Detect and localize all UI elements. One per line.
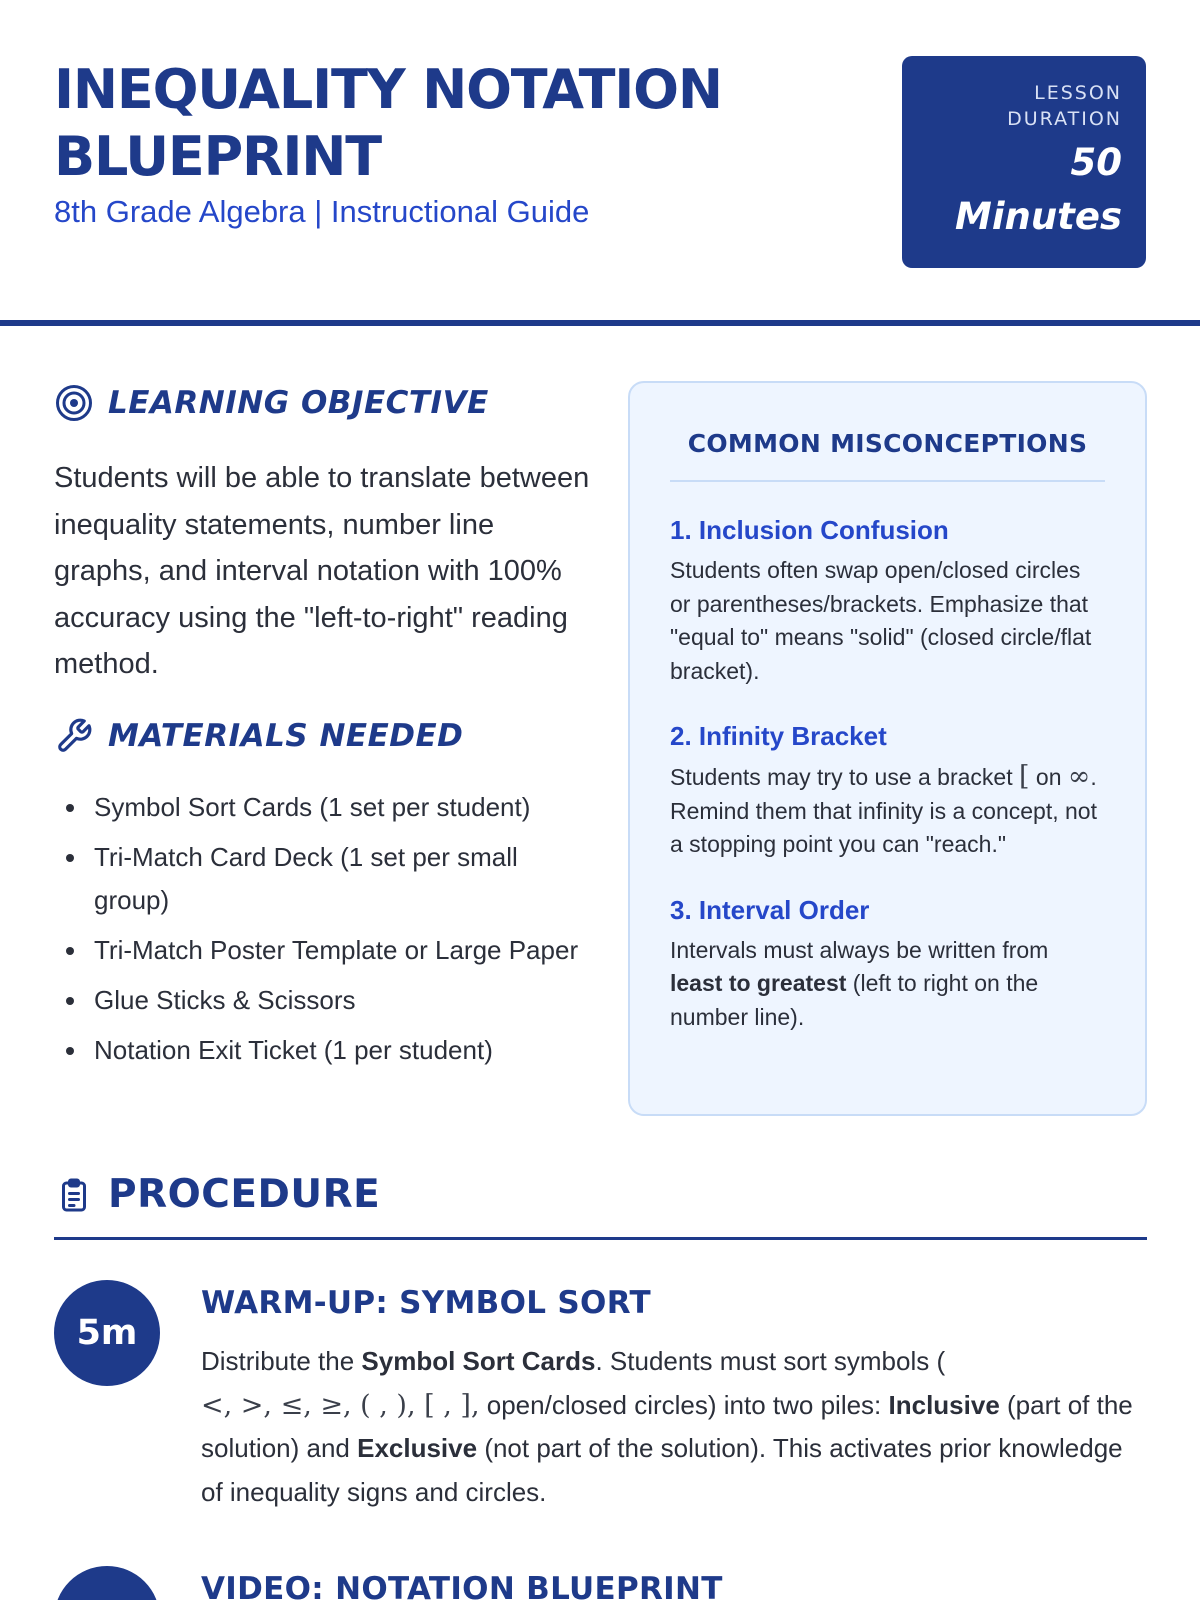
objective-heading-label: LEARNING OBJECTIVE: [108, 385, 489, 421]
bold-phrase: Symbol Sort Cards: [361, 1346, 596, 1376]
misconception-text: [670, 934, 1105, 1035]
misconceptions-heading: COMMON MISCONCEPTIONS: [687, 429, 1088, 458]
duration-value: [902, 136, 1122, 244]
materials-list: [54, 786, 594, 1079]
misconception-text: Students often swap open/closed circles or parentheses/brackets. Emphasize that "equal to" means "solid" (closed circle/flat bracket).: [670, 557, 1092, 684]
materials-heading: [54, 716, 463, 756]
duration-label-line-1: LESSON: [1034, 82, 1122, 104]
text-segment: (not part of the solution). This activates prior knowledge of inequality signs and circles.: [201, 1433, 1123, 1507]
misconceptions-divider: [670, 480, 1105, 482]
text-segment: (part of the solution) and: [201, 1389, 1133, 1463]
misconception-item: [670, 515, 1105, 688]
bold-phrase: Inclusive: [888, 1389, 1000, 1420]
procedure-heading: [54, 1172, 380, 1217]
procedure-heading-label: PROCEDURE: [108, 1172, 381, 1217]
misconception-title: 2. Infinity Bracket: [670, 721, 887, 751]
step-title: WARM-UP: SYMBOL SORT: [201, 1285, 651, 1321]
step-title: VIDEO: NOTATION BLUEPRINT: [201, 1571, 723, 1600]
list-item: Symbol Sort Cards (1 set per student): [54, 786, 594, 829]
bold-phrase: Exclusive: [357, 1433, 478, 1463]
page-header: [54, 56, 1146, 268]
misconception-item: [670, 895, 1105, 1035]
text-segment: Students may try to use a bracket: [670, 764, 1019, 790]
objective-heading: [54, 383, 489, 423]
list-item: Tri-Match Card Deck (1 set per small group): [54, 836, 594, 922]
procedure-divider: [54, 1237, 1147, 1240]
symbol-list: <, >, ≤, ≥, ( , ), [ , ],: [201, 1389, 480, 1421]
page-title: INEQUALITY NOTATION BLUEPRINT: [54, 58, 722, 188]
list-item: Tri-Match Poster Template or Large Paper: [54, 929, 594, 972]
text-segment: (left to right on the number line).: [670, 970, 1039, 1030]
misconception-title: 3. Interval Order: [670, 894, 870, 925]
infinity-symbol: ∞: [1067, 761, 1091, 792]
header-divider: [0, 320, 1200, 326]
target-icon: [54, 383, 94, 423]
step-description: [201, 1340, 1147, 1514]
misconception-title: 1. Inclusion Confusion: [670, 515, 949, 545]
misconceptions-panel: [628, 381, 1147, 1116]
bold-phrase: least to greatest: [670, 970, 847, 996]
list-item: Notation Exit Ticket (1 per student): [54, 1029, 594, 1072]
wrench-icon: [54, 716, 94, 756]
page-subtitle: 8th Grade Algebra | Instructional Guide: [54, 194, 590, 229]
text-segment: Distribute the: [201, 1346, 362, 1376]
clipboard-icon: [54, 1175, 94, 1215]
objective-text: Students will be able to translate between inequality statements, number line graphs, and interval notation with 100% accuracy using the "left-to-right" reading method.: [54, 462, 590, 680]
step-time-badge: [54, 1566, 160, 1600]
step-time-badge: 5m: [54, 1280, 160, 1386]
text-segment: Intervals must always be written from: [670, 936, 1049, 963]
materials-heading-label: MATERIALS NEEDED: [108, 718, 464, 754]
bracket-symbol: [: [1019, 761, 1030, 792]
text-segment: . Students must sort symbols (: [595, 1346, 946, 1376]
text-segment: open/closed circles) into two piles:: [479, 1389, 889, 1420]
misconception-item: [670, 721, 1105, 862]
duration-label: [902, 80, 1122, 132]
duration-number: 50: [1070, 141, 1122, 184]
text-segment: . Remind them that infinity is a concept, not a stopping point you can "reach.": [670, 764, 1097, 857]
misconception-text: [670, 760, 1105, 862]
text-segment: on: [1029, 764, 1068, 790]
lesson-duration-box: [902, 56, 1146, 268]
duration-label-line-2: DURATION: [1007, 108, 1122, 130]
list-item: Glue Sticks & Scissors: [54, 979, 594, 1022]
duration-unit: Minutes: [955, 195, 1122, 238]
